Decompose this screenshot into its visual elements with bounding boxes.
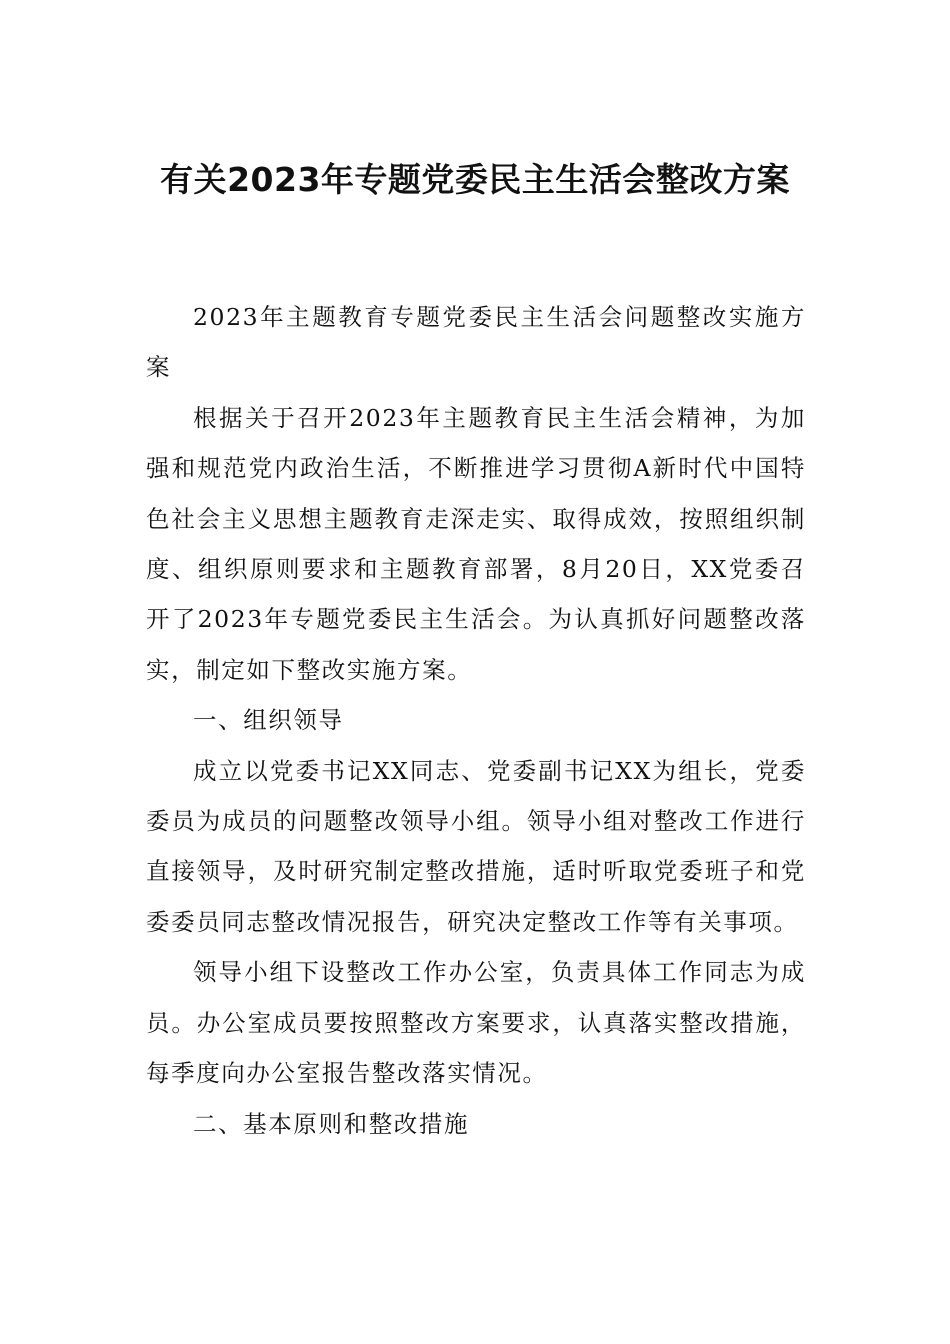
paragraph-intro: 根据关于召开2023年主题教育民主生活会精神，为加强和规范党内政治生活，不断推进学习贯彻A新时代中国特色社会主义思想主题教育走深走实、取得成效，按照组织制度、组织原则要求和主题教育部署，8月20日，XX党委召开了2023年专题党委民主生活会。为认真抓好问题整改落实，制定如下整改实施方案。 [146,403,806,684]
section-heading-principles: 二、基本原则和整改措施 [193,1109,470,1138]
document-title: 有关2023年专题党委民主生活会整改方案 [160,160,790,199]
section-heading-organization: 一、组织领导 [193,706,344,735]
paragraph-leading-group: 成立以党委书记XX同志、党委副书记XX为组长，党委委员为成员的问题整改领导小组。领导小组对整改工作进行直接领导，及时研究制定整改措施，适时听取党委班子和党委委员同志整改情况报告，研究决定整改工作等有关事项。 [146,756,806,936]
document-body [146,292,806,1149]
paragraph-subtitle: 2023年主题教育专题党委民主生活会问题整改实施方案 [146,303,806,382]
paragraph-office: 领导小组下设整改工作办公室，负责具体工作同志为成员。办公室成员要按照整改方案要求，认真落实整改措施，每季度向办公室报告整改落实情况。 [146,958,806,1088]
